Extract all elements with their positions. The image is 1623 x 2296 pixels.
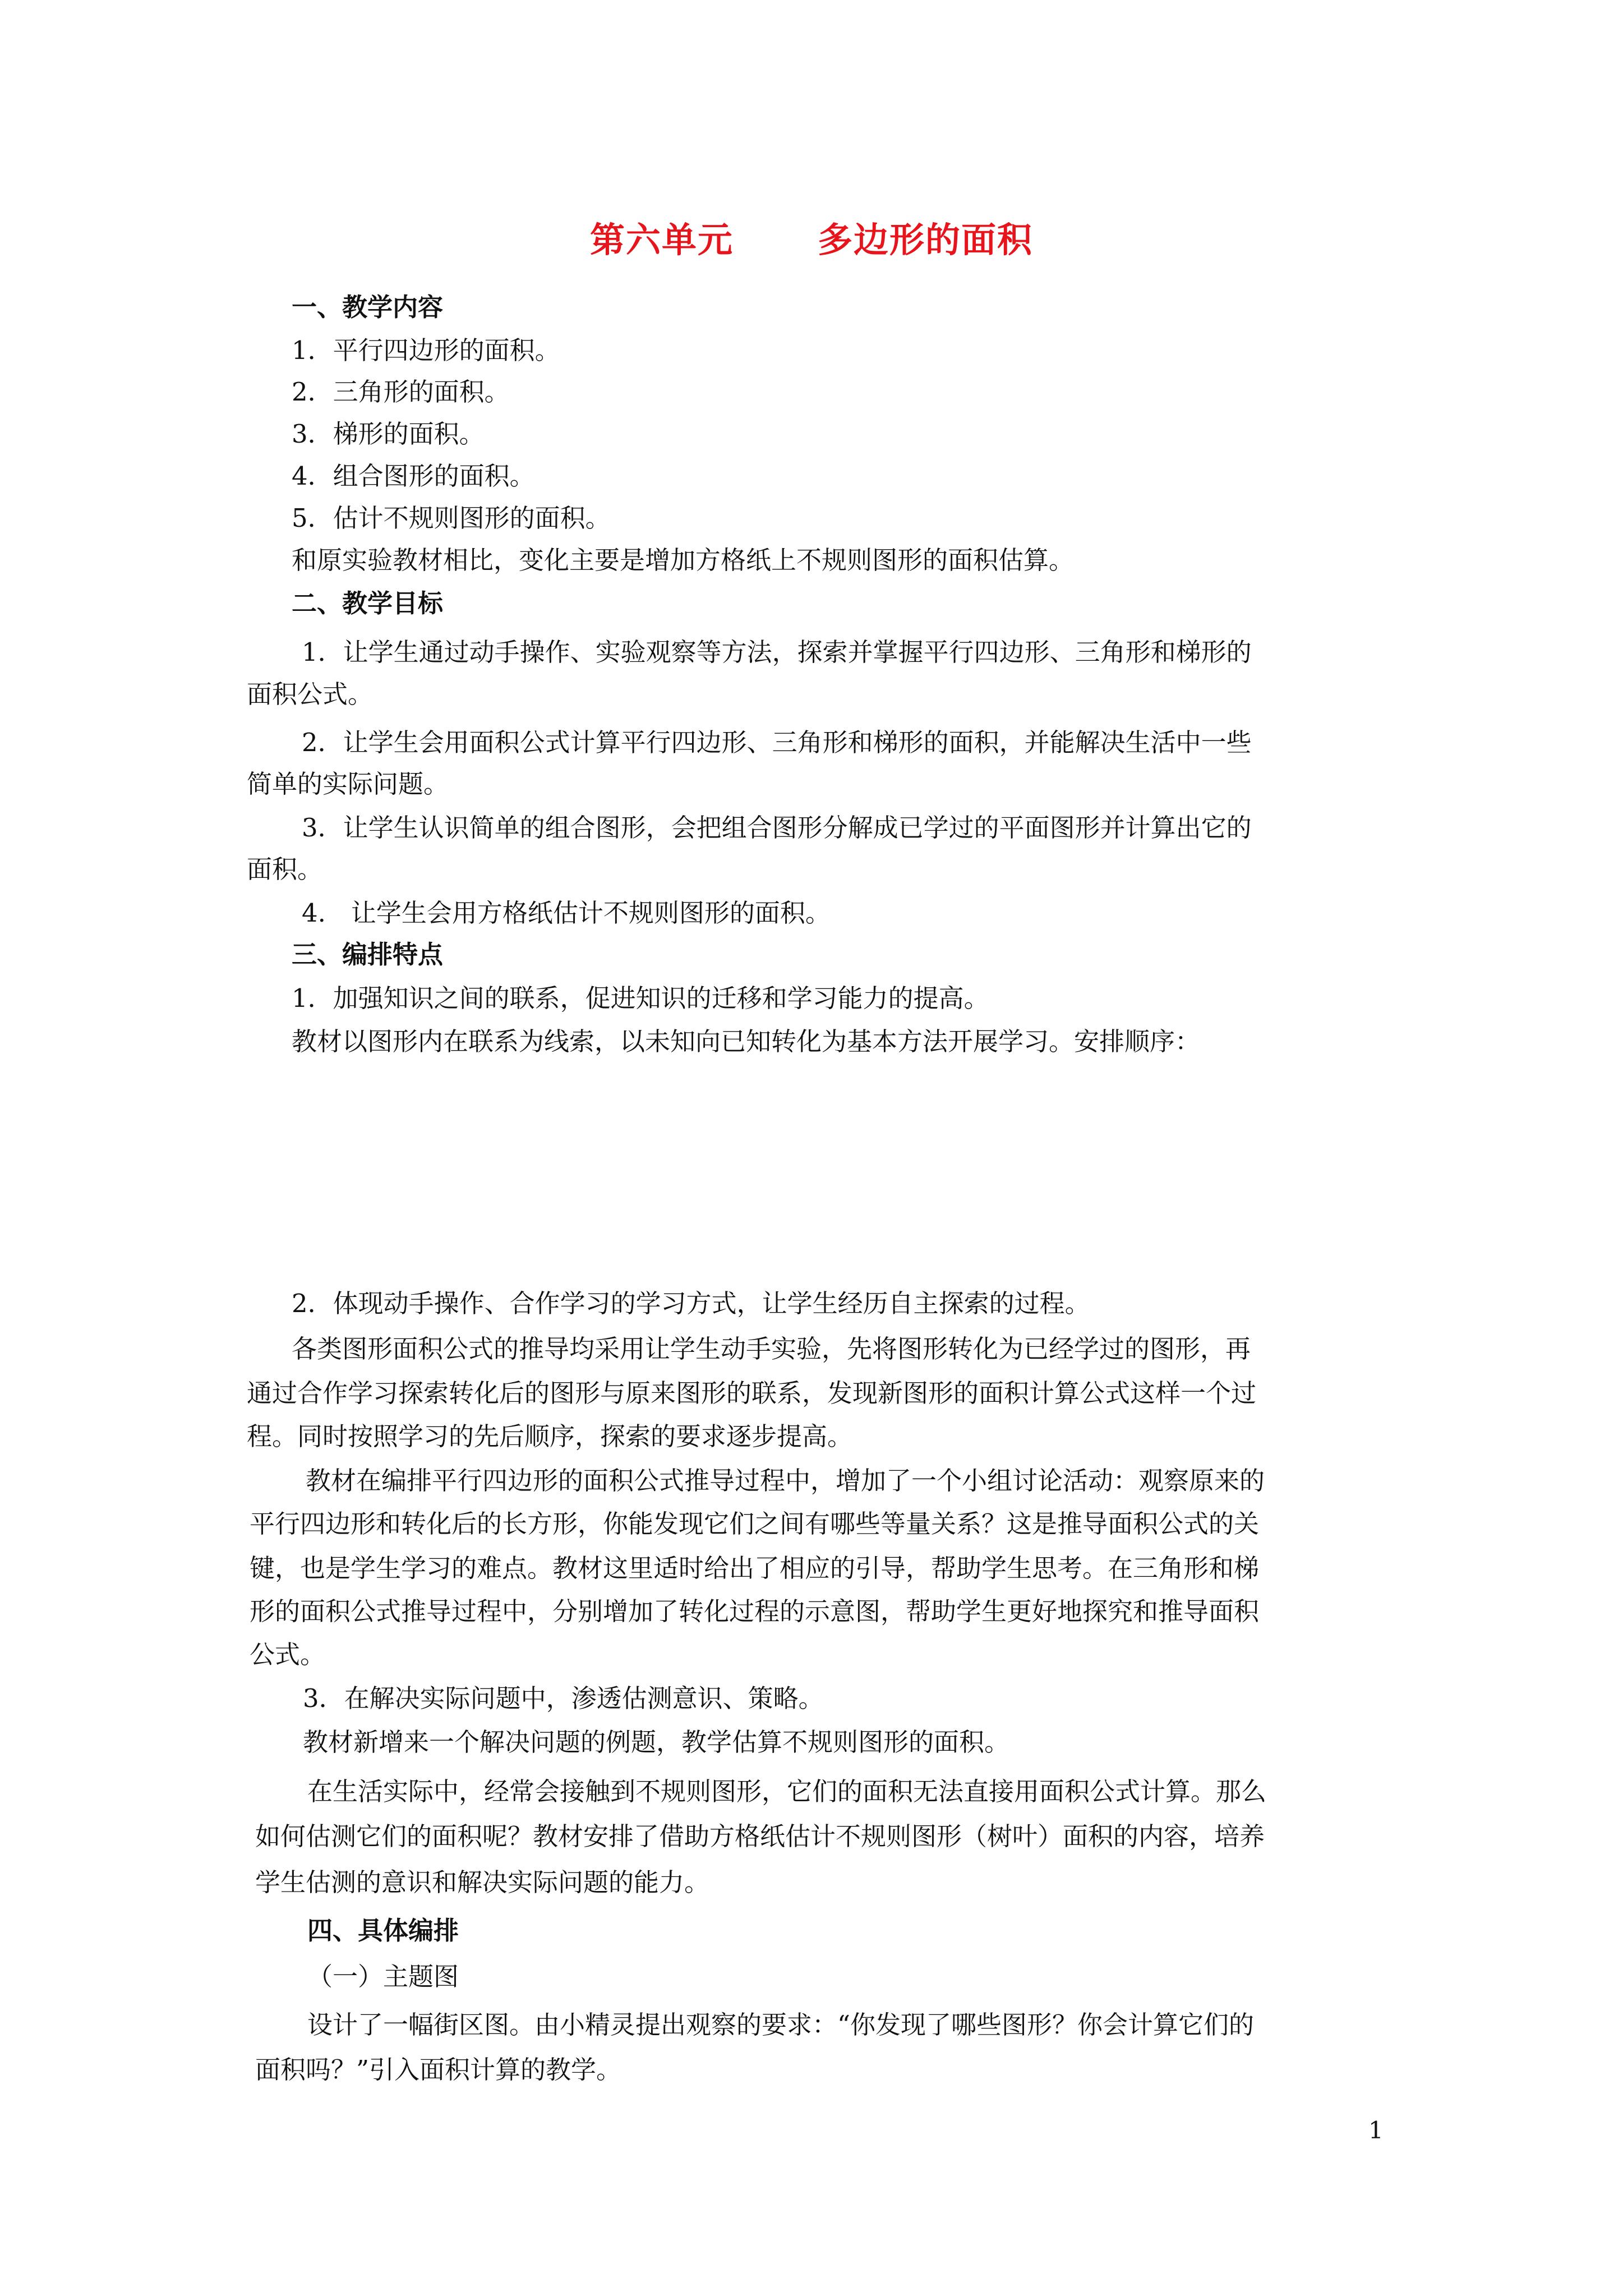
paragraph-line: 设计了一幅街区图。由小精灵提出观察的要求：“你发现了哪些图形？你会计算它们的	[307, 2010, 1255, 2040]
paragraph-line: 面积公式。	[247, 679, 374, 709]
list-item: 5．估计不规则图形的面积。	[292, 503, 611, 533]
list-item: 3．梯形的面积。	[292, 419, 485, 449]
paragraph-line: 键，也是学生学习的难点。教材这里适时给出了相应的引导，帮助学生思考。在三角形和梯	[250, 1553, 1260, 1583]
paragraph-line: 平行四边形和转化后的长方形，你能发现它们之间有哪些等量关系？这是推导面积公式的关	[250, 1509, 1260, 1539]
paragraph-line: 面积。	[247, 854, 323, 884]
list-item: 2．体现动手操作、合作学习的学习方式，让学生经历自主探索的过程。	[292, 1289, 1090, 1318]
subsection-heading: （一）主题图	[307, 1962, 459, 1991]
paragraph-line: 和原实验教材相比，变化主要是增加方格纸上不规则图形的面积估算。	[292, 545, 1075, 575]
list-item: 4．组合图形的面积。	[292, 461, 535, 491]
paragraph-line: 面积吗？”引入面积计算的教学。	[255, 2055, 622, 2085]
page-number: 1	[1368, 2116, 1384, 2144]
paragraph-line: 教材新增来一个解决问题的例题，教学估算不规则图形的面积。	[303, 1727, 1010, 1757]
title-unit: 第六单元	[589, 219, 734, 260]
list-item: 1．加强知识之间的联系，促进知识的迁移和学习能力的提高。	[292, 983, 989, 1013]
paragraph-line: 程。同时按照学习的先后顺序，探索的要求逐步提高。	[247, 1421, 853, 1451]
section-heading: 一、教学内容	[292, 292, 444, 322]
paragraph-line: 教材在编排平行四边形的面积公式推导过程中，增加了一个小组讨论活动：观察原来的	[306, 1466, 1265, 1496]
paragraph-line: 公式。	[250, 1640, 326, 1669]
section-heading: 四、具体编排	[307, 1916, 459, 1945]
paragraph-line: 简单的实际问题。	[247, 769, 449, 799]
list-item: 3．让学生认识简单的组合图形，会把组合图形分解成已学过的平面图形并计算出它的	[302, 813, 1252, 843]
title-topic: 多边形的面积	[818, 219, 1034, 260]
paragraph-line: 各类图形面积公式的推导均采用让学生动手实验，先将图形转化为已经学过的图形，再	[292, 1334, 1251, 1364]
paragraph-line: 在生活实际中，经常会接触到不规则图形，它们的面积无法直接用面积公式计算。那么	[307, 1777, 1267, 1806]
paragraph-line: 教材以图形内在联系为线索，以未知向已知转化为基本方法开展学习。安排顺序：	[292, 1027, 1201, 1056]
section-heading: 三、编排特点	[292, 940, 444, 969]
list-item: 2．三角形的面积。	[292, 377, 510, 407]
paragraph-line: 通过合作学习探索转化后的图形与原来图形的联系，发现新图形的面积计算公式这样一个过	[247, 1378, 1257, 1408]
list-item: 2．让学生会用面积公式计算平行四边形、三角形和梯形的面积，并能解决生活中一些	[302, 728, 1252, 757]
paragraph-line: 学生估测的意识和解决实际问题的能力。	[255, 1867, 710, 1897]
list-item: 1．让学生通过动手操作、实验观察等方法，探索并掌握平行四边形、三角形和梯形的	[302, 637, 1252, 667]
paragraph-line: 如何估测它们的面积呢？教材安排了借助方格纸估计不规则图形（树叶）面积的内容，培养	[255, 1821, 1265, 1851]
paragraph-line: 形的面积公式推导过程中，分别增加了转化过程的示意图，帮助学生更好地探究和推导面积	[250, 1596, 1260, 1626]
section-heading: 二、教学目标	[292, 588, 444, 618]
list-item: 4. 让学生会用方格纸估计不规则图形的面积。	[302, 898, 831, 928]
list-item: 3．在解决实际问题中，渗透估测意识、策略。	[303, 1683, 824, 1713]
page-title	[0, 218, 1623, 263]
list-item: 1．平行四边形的面积。	[292, 335, 560, 365]
